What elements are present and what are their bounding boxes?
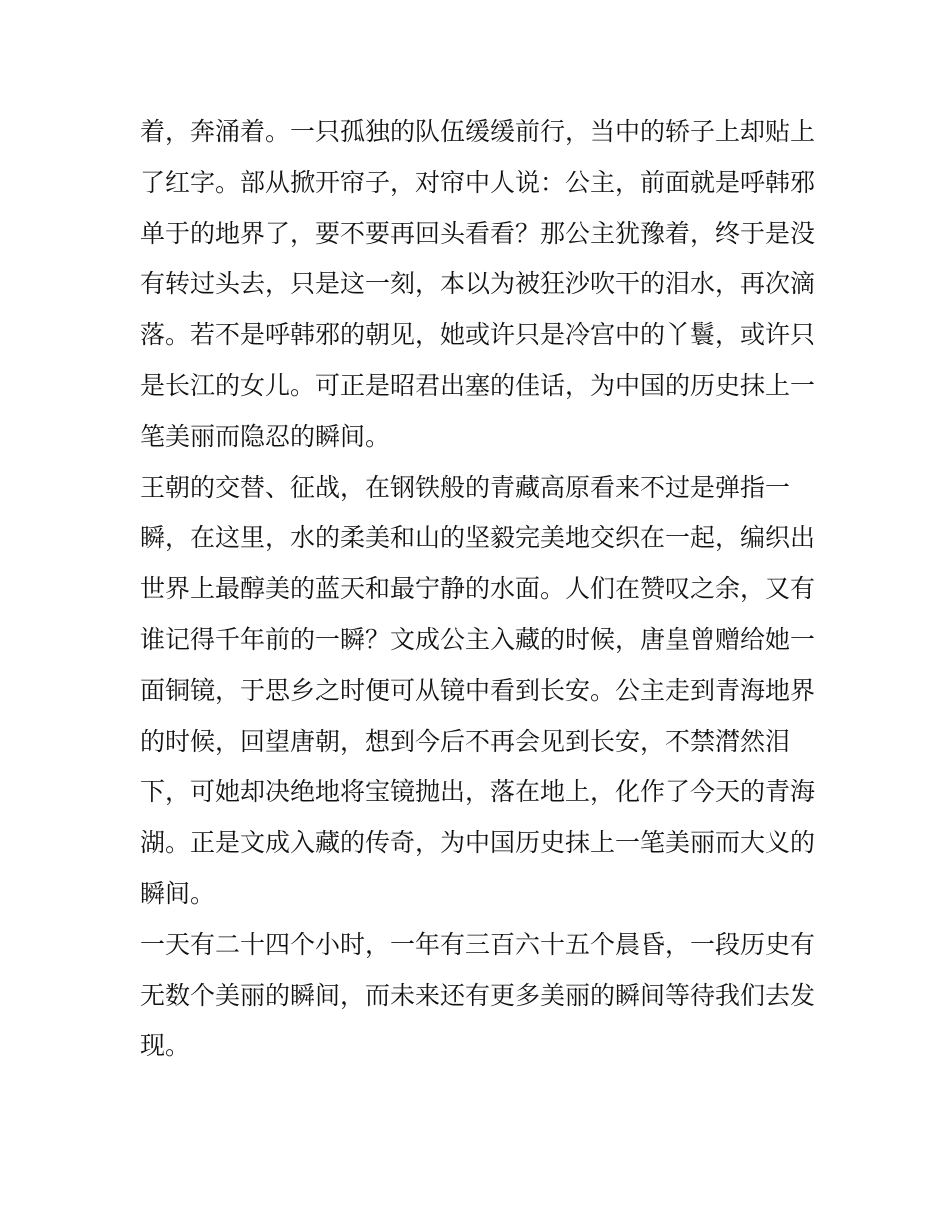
text-line: 无数个美丽的瞬间，而未来还有更多美丽的瞬间等待我们去发 xyxy=(140,980,816,1010)
text-line: 现。 xyxy=(140,1031,191,1061)
text-line: 是长江的女儿。可正是昭君出塞的佳话，为中国的历史抹上一 xyxy=(140,370,816,400)
text-line: 面铜镜，于思乡之时便可从镜中看到长安。公主走到青海地界 xyxy=(140,675,816,705)
text-line: 单于的地界了，要不要再回头看看？那公主犹豫着，终于是没 xyxy=(140,218,816,248)
text-line: 下，可她却决绝地将宝镜抛出，落在地上，化作了今天的青海 xyxy=(140,777,816,807)
text-line: 瞬间。 xyxy=(140,878,216,908)
text-line: 王朝的交替、征战，在钢铁般的青藏高原看来不过是弹指一 xyxy=(140,472,791,502)
text-line: 湖。正是文成入藏的传奇，为中国历史抹上一笔美丽而大义的 xyxy=(140,828,816,858)
text-line: 笔美丽而隐忍的瞬间。 xyxy=(140,421,391,451)
text-line: 了红字。部从掀开帘子，对帘中人说：公主，前面就是呼韩邪 xyxy=(140,167,816,197)
text-line: 着，奔涌着。一只孤独的队伍缓缓前行，当中的轿子上却贴上 xyxy=(140,117,816,146)
text-line: 的时候，回望唐朝，想到今后不再会见到长安，不禁潸然泪 xyxy=(140,726,791,756)
text-line: 一天有二十四个小时，一年有三百六十五个晨昏，一段历史有 xyxy=(140,929,816,959)
text-line: 瞬，在这里，水的柔美和山的坚毅完美地交织在一起，编织出 xyxy=(140,523,816,553)
text-line: 谁记得千年前的一瞬？文成公主入藏的时候，唐皇曾赠给她一 xyxy=(140,624,816,654)
text-line: 落。若不是呼韩邪的朝见，她或许只是冷宫中的丫鬟，或许只 xyxy=(140,320,816,350)
text-line: 世界上最醇美的蓝天和最宁静的水面。人们在赞叹之余，又有 xyxy=(140,574,816,604)
text-line: 有转过头去，只是这一刻，本以为被狂沙吹干的泪水，再次滴 xyxy=(140,269,816,299)
essay-text xyxy=(140,107,820,1072)
